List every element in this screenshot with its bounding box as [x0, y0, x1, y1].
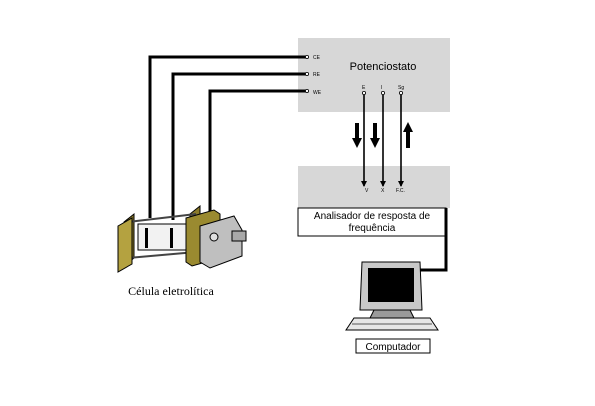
terminal-e-dot: [362, 91, 365, 94]
arrow-down-left: [352, 123, 362, 148]
terminal-i-dot: [381, 91, 384, 94]
terminal-re-label: RE: [313, 72, 320, 78]
terminal-sg-label: Sg: [398, 85, 405, 91]
arrow-down-middle: [370, 123, 380, 148]
cell-side-body: [200, 216, 242, 268]
potenciostato-title: Potenciostato: [349, 61, 417, 73]
computer: [346, 262, 438, 330]
terminal-v-label: V: [365, 188, 369, 194]
terminal-we-label: WE: [313, 90, 322, 96]
analisador-label-line1: Analisador de resposta de: [313, 211, 431, 222]
cell-wires: [150, 57, 308, 220]
cell-label: Célula eletrolítica: [128, 284, 214, 298]
monitor-base: [370, 310, 414, 318]
terminal-we-dot: [305, 89, 308, 92]
wire-we: [210, 91, 308, 215]
monitor-screen: [368, 268, 414, 302]
potenciostato-box: [298, 38, 450, 112]
terminal-re-dot: [305, 72, 308, 75]
cell-window: [210, 233, 218, 241]
terminal-i-label: I: [381, 85, 383, 91]
terminal-fc-label: F.C.: [396, 188, 405, 194]
terminal-e-label: E: [362, 85, 366, 91]
terminal-ce-label: CE: [313, 55, 320, 61]
cell-electrode-2: [170, 228, 173, 248]
cell-left-front: [118, 218, 132, 272]
analisador-label-line2: frequência: [348, 223, 396, 234]
computer-label: Computador: [365, 342, 421, 353]
analisador-box: [298, 166, 450, 208]
potenciostato: [298, 38, 450, 112]
arrow-up-right: [403, 122, 413, 148]
terminal-sg-dot: [399, 91, 402, 94]
terminal-ce-dot: [305, 55, 308, 58]
terminal-x-label: X: [381, 188, 385, 194]
analisador: [298, 166, 450, 236]
electrolytic-cell: [118, 206, 246, 272]
cell-connector: [232, 231, 246, 241]
cell-electrode-1: [145, 228, 148, 248]
wire-re: [173, 74, 308, 220]
